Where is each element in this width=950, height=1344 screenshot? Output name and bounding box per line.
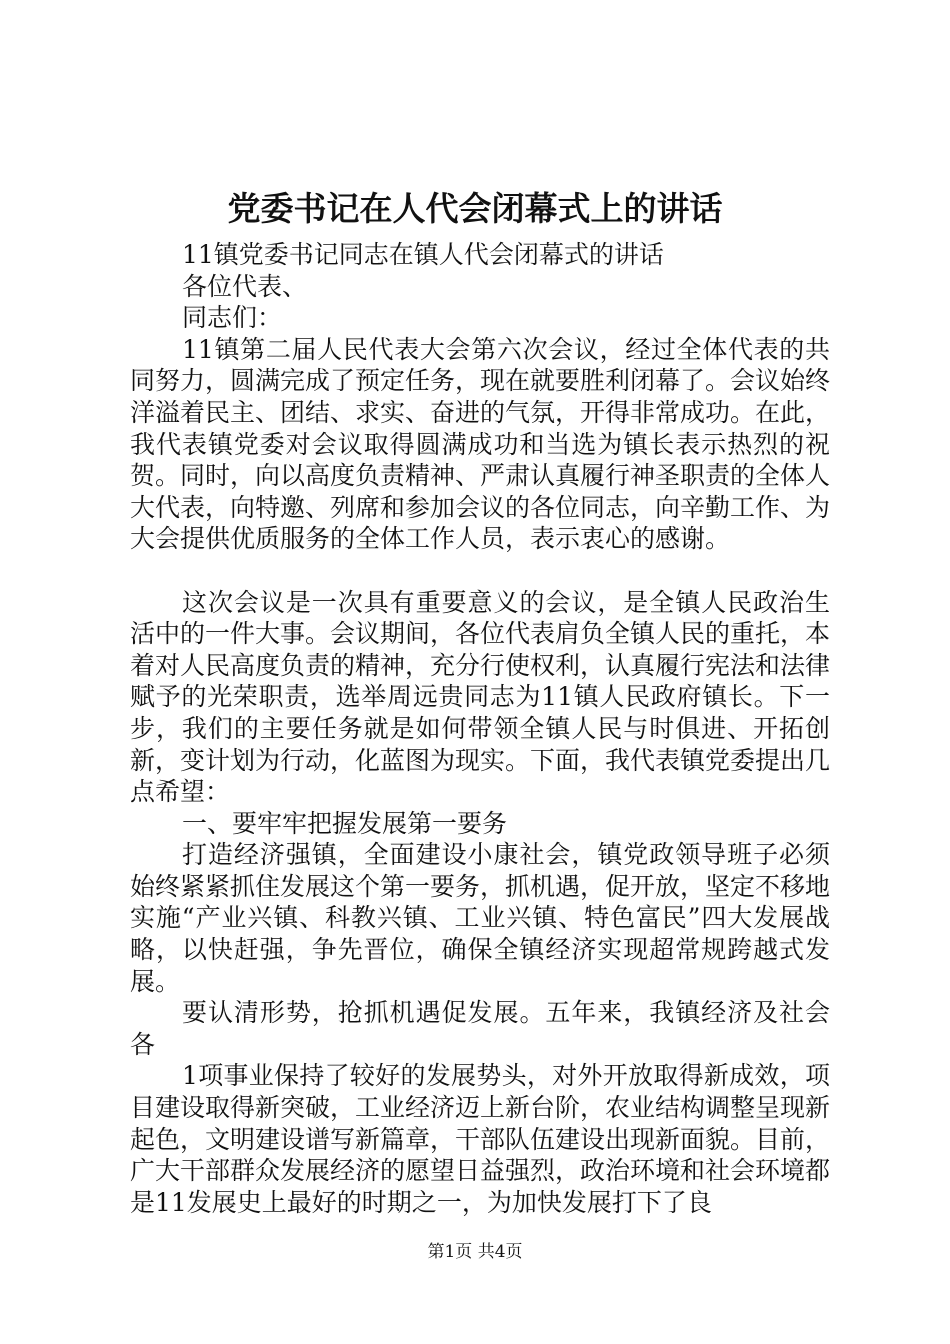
document-body	[130, 239, 830, 1218]
paragraph-situation: 要认清形势，抢抓机遇促发展。五年来，我镇经济及社会各	[130, 998, 830, 1059]
section-heading-1: 一、要牢牢把握发展第一要务	[182, 808, 508, 838]
page-number-footer: 第1页 共4页	[427, 1242, 523, 1262]
paragraph-opening: 11镇第二届人民代表大会第六次会议，经过全体代表的共同努力，圆满完成了预定任务，现在就要胜利闭幕了。会议始终洋溢着民主、团结、求实、奋进的气氛，开得非常成功。在此，我代表镇党委对会议取得圆满成功和当选为镇长表示热烈的祝贺。同时，向以高度负责精神、严肃认真履行神圣职责的全体人大代表，向特邀、列席和参加会议的各位同志，向辛勤工作、为大会提供优质服务的全体工作人员，表示衷心的感谢。	[130, 334, 831, 554]
paragraph-economic-strength: 打造经济强镇，全面建设小康社会，镇党政领导班子必须始终紧紧抓住发展这个第一要务，抓机遇，促开放，坚定不移地实施“产业兴镇、科教兴镇、工业兴镇、特色富民”四大发展战略，以快赶强，争先晋位，确保全镇经济实现超常规跨越式发展。	[130, 840, 831, 996]
paragraph-subtitle: 11镇党委书记同志在镇人代会闭幕式的讲话	[182, 240, 664, 269]
paragraph-salutation-1: 各位代表、	[182, 271, 308, 301]
paragraph-salutation-2: 同志们：	[182, 303, 283, 333]
paragraph-development: 1项事业保持了较好的发展势头，对外开放取得新成效，项目建设取得新突破，工业经济迈上新台阶，农业结构调整呈现新起色，文明建设谱写新篇章，干部队伍建设出现新面貌。目前，广大干部群众发展经济的愿望日益强烈，政治环境和社会环境都是11发展史上最好的时期之一，为加快发展打下了良	[130, 1061, 831, 1217]
document-title: 党委书记在人代会闭幕式上的讲话	[227, 189, 723, 228]
paragraph-meeting-significance: 这次会议是一次具有重要意义的会议，是全镇人民政治生活中的一件大事。会议期间，各位代表肩负全镇人民的重托，本着对人民高度负责的精神，充分行使权利，认真履行宪法和法律赋予的光荣职责，选举周远贵同志为11镇人民政府镇长。下一步，我们的主要任务就是如何带领全镇人民与时俱进、开拓创新，变计划为行动，化蓝图为现实。下面，我代表镇党委提出几点希望：	[130, 587, 831, 807]
